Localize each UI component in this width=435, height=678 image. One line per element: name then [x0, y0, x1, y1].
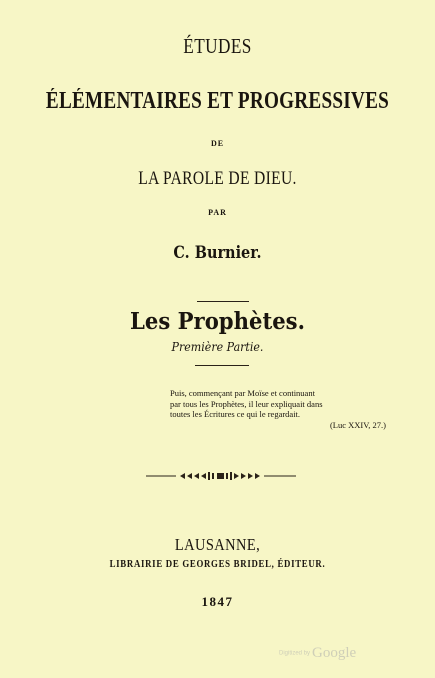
- epigraph-line: toutes les Écritures ce qui le regardait.: [170, 409, 301, 419]
- epigraph-line: par tous les Prophètes, il leur expliquait dans: [170, 398, 323, 409]
- imprint-city: LAUSANNE,: [174, 535, 261, 554]
- section-title: Les Prophètes.: [130, 308, 305, 335]
- watermark-digitized: Digitized by: [279, 650, 311, 657]
- title-line-elementaires: ÉLÉMENTAIRES ET PROGRESSIVES: [45, 88, 390, 114]
- imprint-year: 1847: [201, 594, 234, 609]
- title-line-de: DE: [210, 139, 225, 148]
- watermark-google: Google: [312, 644, 357, 661]
- section-rule-bottom: [195, 365, 249, 366]
- section-part: Première Partie.: [171, 340, 264, 354]
- printers-ornament: [146, 470, 296, 482]
- title-line-etudes: ÉTUDES: [183, 34, 252, 58]
- title-line-parole: LA PAROLE DE DIEU.: [138, 168, 297, 189]
- author-name: C. Burnier.: [173, 243, 262, 263]
- epigraph: [170, 388, 398, 430]
- imprint-publisher: LIBRAIRIE DE GEORGES BRIDEL, ÉDITEUR.: [109, 559, 326, 570]
- epigraph-line: Puis, commençant par Moïse et continuant: [170, 388, 315, 398]
- byline-par: PAR: [208, 208, 227, 217]
- google-watermark: [279, 644, 356, 662]
- epigraph-reference: (Luc XXIV, 27.): [329, 419, 386, 430]
- section-rule-top: [197, 301, 249, 302]
